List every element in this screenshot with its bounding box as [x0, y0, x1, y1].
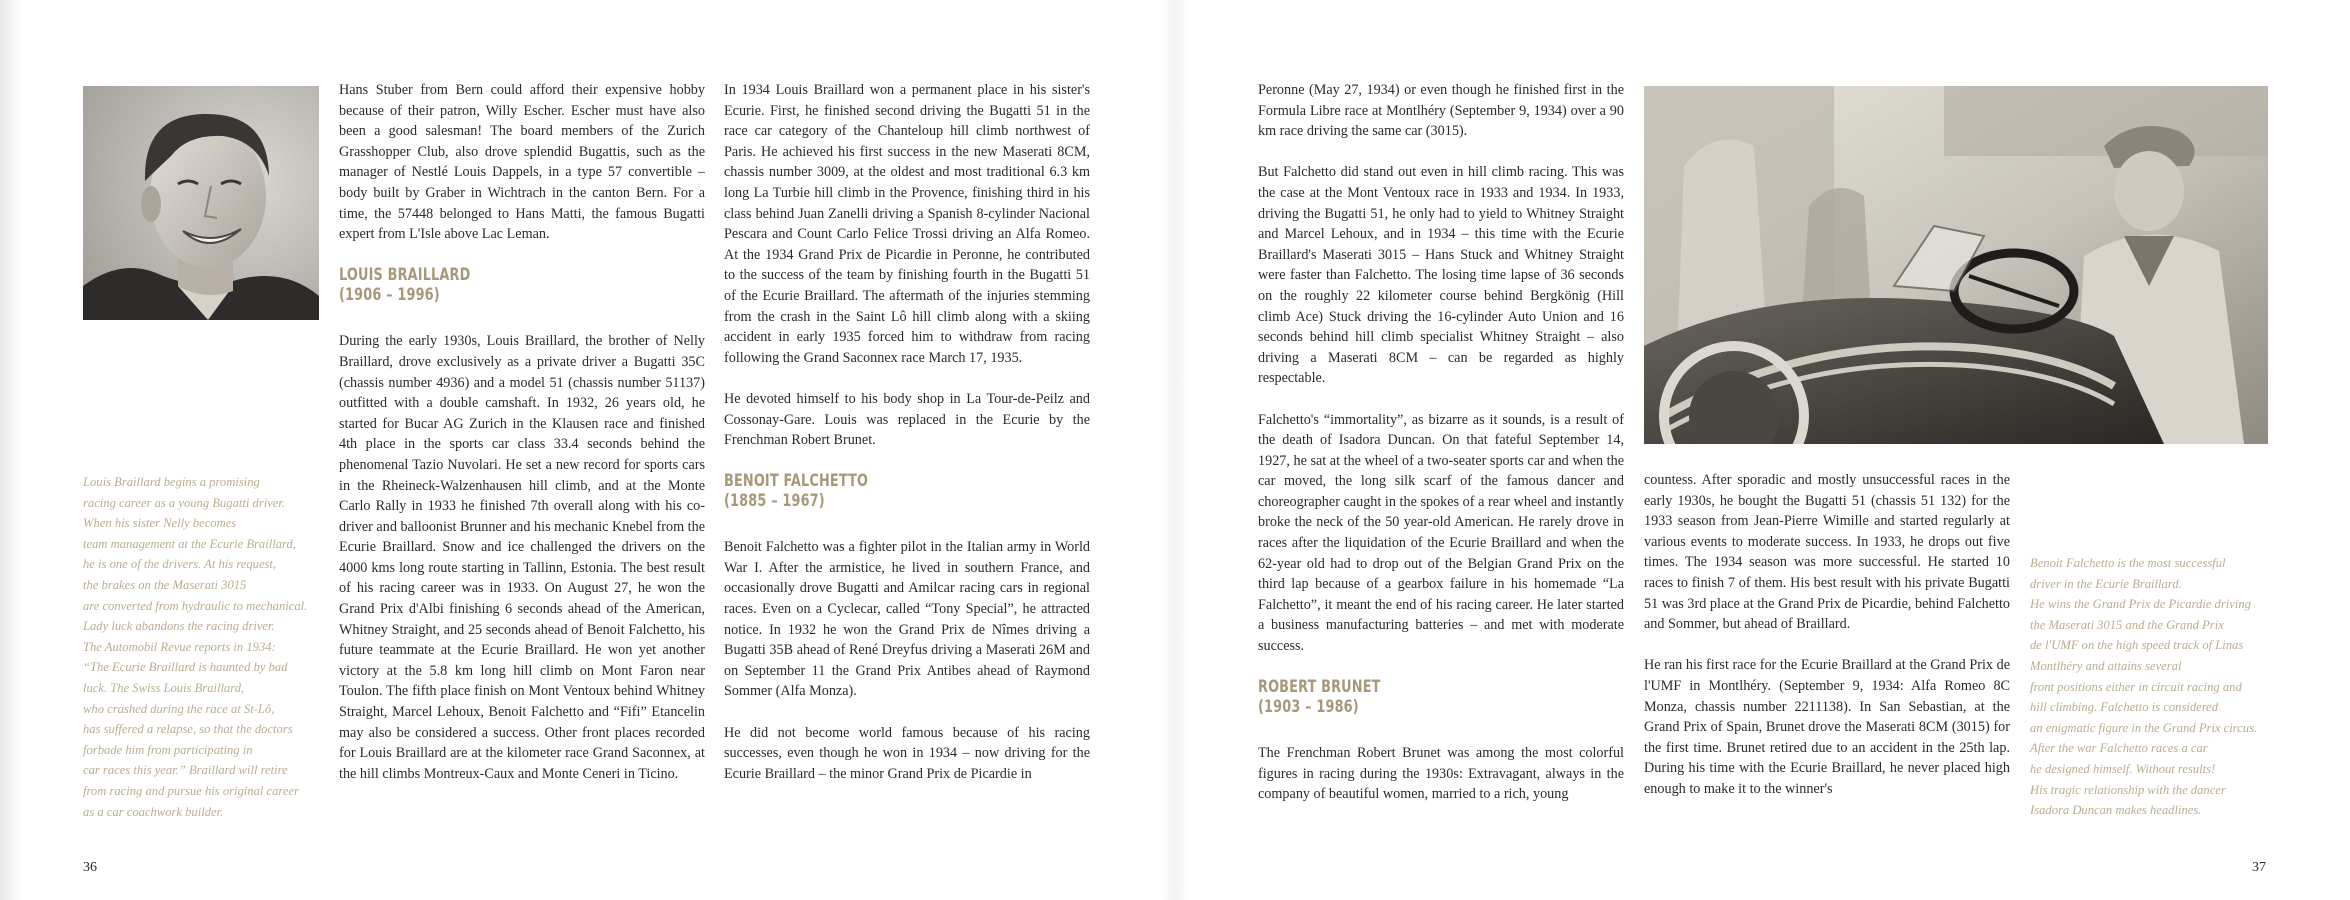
body-paragraph: Hans Stuber from Bern could afford their expensive hobby because of their patron, Willy Escher. Escher must have also been a good salesman! The board members of the Zurich Grasshopper Club, also drove splendid Bugattis, such as the manager of Nestlé Louis Dappels, in a type 57 convertible – body built by Graber in Wichtrach in the canton Bern. For a time, the 57448 belonged to Hans Matti, the famous Bugatti expert from L'Isle above Lac Leman. — [339, 82, 705, 243]
section-heading-robert-brunet — [1258, 677, 1543, 717]
body-paragraph: In 1934 Louis Braillard won a permanent place in his sister's Ecurie. First, he finished second driving the Bugatti 51 in the race car category of the Chanteloup hill climb northwest of Paris. He achieved his first success in the new Maserati 8CM, chassis number 3009, at the oldest and most traditional 6.3 km long La Turbie hill climb in the Provence, finishing third in his class behind Juan Zanelli driving a Spanish 8-cylinder Nacional Pescara and Count Carlo Felice Trossi driving an Alfa Romeo. At the 1934 Grand Prix de Picardie in Peronne, he contributed to the success of the team by finishing fourth in the Bugatti 51 of the Ecurie Braillard. The aftermath of the injuries stemming from the crash in the Saint Lô hill climb along with a skiing accident in early 1935 forced him to withdraw from racing following the Grand Saconnex race March 17, 1935. — [724, 82, 1090, 366]
body-paragraph: During the early 1930s, Louis Braillard, the brother of Nelly Braillard, drove exclusively as a private driver a Bugatti 35C (chassis number 4936) and a model 51 (chassis number 51137) outfitted with a double camshaft. In 1932, 26 years old, he started for Bucar AG Zurich in the Klausen race and finished 4th place in the sports car class 33.4 seconds behind the phenomenal Tazio Nuvolari. He set a new record for sports cars in the Rheineck-Walzenhausen hill climb, and at the Monte Carlo Rally in 1933 he finished 7th overall along with his co-driver and balloonist Brunner and his mechanic Knebel from the Ecurie Braillard. Snow and ice challenged the drivers on the 4000 kms long route starting in Tallinn, Estonia. The best result of his racing career was in 1933. On August 27, he won the Grand Prix d'Albi finishing 6 seconds ahead of the American, Whitney Straight, and 25 seconds ahead of Benoit Falchetto, his future teammate at the Ecurie Braillard. He won yet another victory at the 5.8 km long hill climb on Mont Faron near Toulon. The fifth place finish on Mont Ventoux behind Whitney Straight, Marcel Lehoux, Benoit Falchetto and “Fifi” Etancelin may also be considered a success. Other front places recorded for Louis Braillard are at the kilometer race Grand Saconnex, at the hill climbs Montreux-Caux and Monte Ceneri in Ticino. — [339, 333, 706, 782]
caption-line: Louis Braillard begins a promising — [83, 475, 260, 489]
caption-line: Lady luck abandons the racing driver. — [83, 619, 275, 634]
heading-years: (1903 – 1986) — [1258, 697, 1359, 717]
body-paragraph: Peronne (May 27, 1934) or even though he finished first in the Formula Libre race at Montlhéry (September 9, 1934) over a 90 km race driving the same car (3015). — [1258, 82, 1624, 140]
caption-line: as a car coachwork builder. — [83, 804, 224, 819]
caption-line: His tragic relationship with the dancer — [2030, 782, 2226, 797]
caption-line: are converted from hydraulic to mechanical. — [83, 598, 308, 613]
body-paragraph: Benoit Falchetto was a fighter pilot in the Italian army in World War I. After the armistice, he lived in southern France, and occasionally drove Bugatti and Amilcar racing cars in regional races. Even on a Cyclecar, called “Tony Special”, he attracted notice. In 1932 he won the Grand Prix de Nîmes driving a Bugatti 35B ahead of René Dreyfus driving a Maserati 26M and on September 11 the Grand Prix Antibes ahead of Raymond Sommer (Alfa Monza). — [724, 539, 1090, 700]
body-paragraph: The Frenchman Robert Brunet was among the most colorful figures in racing during the 1930s: Extravagant, always in the company of beautiful women, married to a rich, young — [1258, 745, 1624, 803]
caption-line: he designed himself. Without results! — [2030, 761, 2216, 776]
caption-line: racing career as a young Bugatti driver. — [83, 495, 286, 510]
caption-line: Montlhéry and attains several — [2030, 658, 2182, 673]
heading-years: (1885 – 1967) — [724, 491, 825, 511]
body-paragraph: He did not become world famous because of his racing successes, even though he won in 1934 – now driving for the Ecurie Braillard – the minor Grand Prix de Picardie in — [724, 724, 1090, 782]
heading-years: (1906 – 1996) — [339, 285, 440, 305]
spread-edge-shadow — [0, 0, 22, 900]
caption-line: the brakes on the Maserati 3015 — [83, 577, 247, 592]
page-number-right: 37 — [2252, 860, 2266, 875]
body-paragraph: Falchetto's “immortality”, as bizarre as it sounds, is a result of the death of Isadora Duncan. On that fateful September 14, 1927, he sat at the wheel of a two-seater sports car and when the car moved, the long silk scarf of the famous dancer and choreographer caught in the spokes of a rear wheel and instantly broke the neck of the 50 year-old American. He rarely drove in races after the liquidation of the Ecurie Braillard and when the 62-year old had to drop out of the Belgian Grand Prix on the third lap because of a gearbox failure in his homemade “La Falchetto”, it meant the end of his racing career. He later started a business manufacturing batteries – and met with moderate success. — [1258, 411, 1624, 655]
page-number-left: 36 — [83, 860, 97, 875]
heading-name: ROBERT BRUNET — [1258, 677, 1381, 697]
section-heading-louis-braillard — [339, 265, 624, 305]
left-text-column-1 — [339, 80, 705, 784]
left-text-column-2 — [724, 80, 1090, 784]
heading-name: BENOIT FALCHETTO — [724, 471, 869, 491]
caption-line: car races this year.” Braillard will retire — [83, 763, 288, 778]
caption-line: has suffered a relapse, so that the doctors — [83, 722, 293, 737]
caption-line: The Automobil Revue reports in 1934: — [83, 639, 276, 654]
caption-line: hill climbing. Falchetto is considered — [2030, 700, 2219, 715]
caption-louis-braillard — [83, 472, 307, 822]
section-heading-benoit-falchetto — [724, 471, 1009, 511]
caption-line: luck. The Swiss Louis Braillard, — [83, 680, 245, 695]
caption-line: He wins the Grand Prix de Picardie driving — [2030, 597, 2251, 612]
caption-line: an enigmatic figure in the Grand Prix circus. — [2030, 720, 2258, 735]
caption-line: front positions either in circuit racing and — [2030, 679, 2242, 694]
caption-line: Isadora Duncan makes headlines. — [2030, 803, 2202, 818]
body-paragraph: But Falchetto did stand out even in hill climb racing. This was the case at the Mont Ventoux race in 1933 and 1934. In 1933, driving the Bugatti 51, he only had to yield to Whitney Straight and Marcel Lehoux, and in 1934 – this time with the Ecurie Braillard's Maserati 3015 – Hans Stuck and Whitney Straight were faster than Falchetto. The losing time lapse of 36 seconds on the roughly 22 kilometer course behind Bergkönig (Hill climb Ace) Stuck driving the 16-cylinder Auto Union and 16 seconds behind hill climb specialist Whitney Straight – also driving a Maserati 8CM – can be regarded as highly respectable. — [1258, 164, 1624, 387]
caption-line: When his sister Nelly becomes — [83, 516, 237, 531]
book-gutter — [1160, 0, 1190, 900]
caption-line: who crashed during the race at St-Lô, — [83, 701, 275, 716]
race-car-photo-falchetto — [1644, 86, 2268, 444]
caption-line: forbade him from participating in — [83, 742, 253, 757]
caption-line: team management at the Ecurie Braillard, — [83, 536, 296, 551]
caption-line: de l'UMF on the high speed track of Linas — [2030, 638, 2244, 653]
body-paragraph: He ran his first race for the Ecurie Braillard at the Grand Prix de l'UMF in Montlhéry. (September 9, 1934: Alfa Romeo 8C Monza, chassis number 2211138). In San Sebastian, at the Grand Prix of Spain, Brunet drove the Maserati 8CM (3015) for the first time. Brunet retired due to an accident in the 25th lap. During his time with the Ecurie Braillard, he never placed high enough to make it to the winner's — [1644, 657, 2010, 797]
caption-line: driver in the Ecurie Braillard. — [2030, 576, 2182, 591]
right-text-column-2 — [1644, 470, 2010, 800]
body-paragraph: countess. After sporadic and mostly unsuccessful races in the early 1930s, he bought the Bugatti 51 (chassis 51 132) for the 1933 season from Jean-Pierre Wimille and started regularly at various events to moderate success. In 1933, he drops out five times. The 1934 season was more successful. He started 10 races to finish 7 of them. His best result with his private Bugatti 51 was 3rd place at the Grand Prix de Picardie, behind Falchetto and Sommer, but ahead of Braillard. — [1644, 472, 2010, 633]
caption-line: he is one of the drivers. At his request, — [83, 557, 277, 572]
caption-line: the Maserati 3015 and the Grand Prix — [2030, 617, 2224, 632]
caption-line: Benoit Falchetto is the most successful — [2030, 556, 2226, 570]
right-text-column-1 — [1258, 80, 1624, 805]
portrait-photo-louis-braillard — [83, 86, 319, 320]
caption-benoit-falchetto — [2030, 553, 2257, 821]
caption-line: “The Ecurie Braillard is haunted by bad — [83, 660, 288, 675]
heading-name: LOUIS BRAILLARD — [339, 265, 471, 285]
caption-line: After the war Falchetto races a car — [2030, 741, 2208, 756]
caption-line: from racing and pursue his original career — [83, 783, 299, 798]
body-paragraph: He devoted himself to his body shop in La Tour-de-Peilz and Cossonay-Gare. Louis was replaced in the Ecurie by the Frenchman Robert Brunet. — [724, 390, 1090, 449]
